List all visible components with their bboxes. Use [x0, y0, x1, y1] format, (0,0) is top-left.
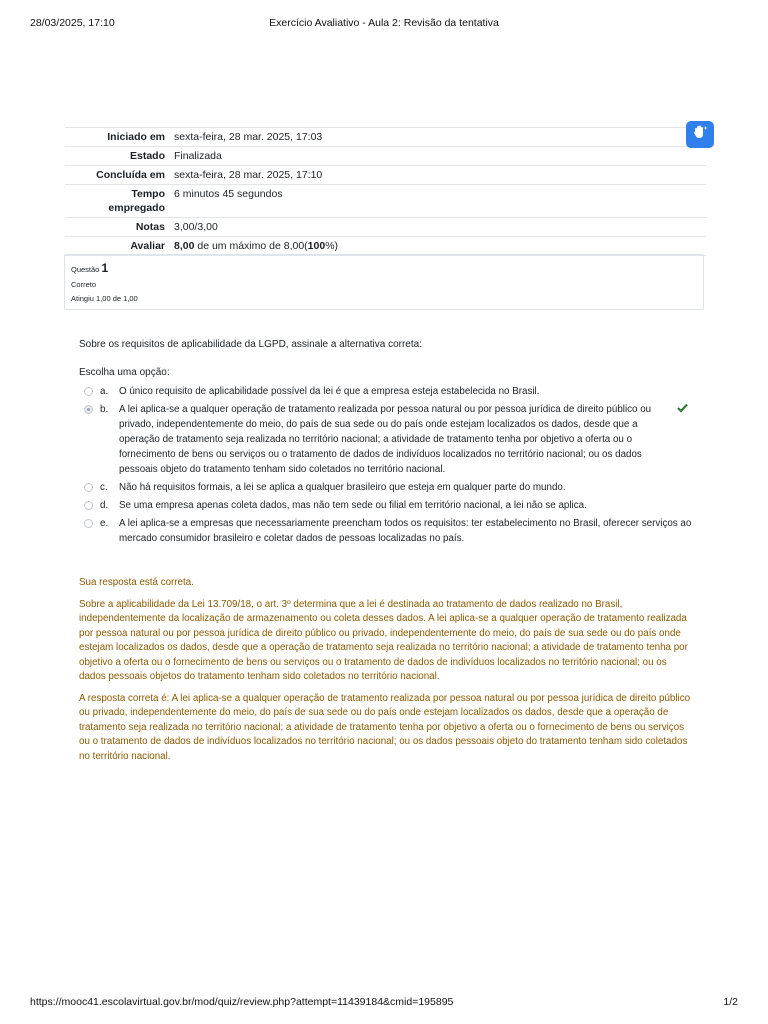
summary-row-state: [65, 147, 706, 166]
answer-option-d[interactable]: [84, 498, 694, 513]
answer-option-e[interactable]: [84, 516, 694, 546]
started-value: sexta-feira, 28 mar. 2025, 17:03: [174, 128, 706, 147]
radio-b-selected[interactable]: [84, 405, 93, 414]
correct-message: Sua resposta está correta.: [79, 577, 194, 588]
grade-end: %): [325, 240, 339, 252]
answer-text: O único requisito de aplicabilidade possível da lei é que a empresa esteja estabelecida no Brasil.: [119, 386, 540, 397]
marks-value: 3,00/3,00: [174, 218, 706, 237]
question-points: Atingiu 1,00 de 1,00: [71, 294, 138, 303]
answer-text: A lei aplica-se a empresas que necessariamente preencham todos os requisitos: ter estabelecimento no Brasil, oferecer serviços ao mercado consumidor brasileiro e coletar dados de pessoas localizadas no país.: [119, 518, 692, 544]
answer-letter: b.: [100, 404, 109, 415]
answer-options: [84, 384, 694, 549]
grade-mid: de um máximo de 8,00(: [194, 240, 308, 252]
question-label: Questão: [71, 265, 100, 274]
question-status: Correto: [71, 280, 97, 289]
time-label: [65, 185, 174, 218]
state-value: Finalizada: [174, 147, 706, 166]
question-number-value: 1: [101, 261, 109, 275]
grade-score: 8,00: [174, 240, 195, 252]
answer-option-b[interactable]: [84, 402, 694, 477]
print-datetime: 28/03/2025, 17:10: [30, 17, 115, 29]
answer-option-c[interactable]: [84, 480, 694, 495]
grade-percent: 100: [307, 240, 326, 252]
radio-d[interactable]: [84, 501, 93, 510]
started-label: Iniciado em: [65, 128, 174, 147]
general-feedback: Sobre a aplicabilidade da Lei 13.709/18, o art. 3º determina que a lei é destinada ao tratamento de dados realizado no Brasil, independentemente da localização de armazenamento ou coleta desses dados. A lei aplica-se a qualquer operação de tratamento realizada por pessoa natural ou por pessoa jurídica de direito público ou privado, independentemente do meio, do país de sua sede ou do país onde estejam localizados os dados, desde que a operação de tratamento seja realizada no território nacional; a atividade de tratamento tenha por objetivo a oferta ou o fornecimento de bens ou serviços ou o tratamento de dados de indivíduos localizados no território nacional; ou os dados pessoais objetos do tratamento tenham sido coletados no território nacional.: [79, 598, 688, 682]
summary-row-grade: [65, 237, 706, 256]
answer-letter: a.: [100, 386, 109, 397]
time-label-line2: empregado: [108, 202, 165, 214]
summary-row-marks: [65, 218, 706, 237]
choose-option-prompt: Escolha uma opção:: [79, 367, 170, 378]
question-text: Sobre os requisitos de aplicabilidade da LGPD, assinale a alternativa correta:: [79, 339, 422, 350]
grade-label: Avaliar: [65, 237, 174, 256]
answer-letter: e.: [100, 518, 109, 529]
answer-text: Se uma empresa apenas coleta dados, mas não tem sede ou filial em território nacional, a lei não se aplica.: [119, 500, 587, 511]
answer-letter: d.: [100, 500, 109, 511]
radio-c[interactable]: [84, 483, 93, 492]
question-number: [71, 261, 697, 275]
grade-value: [174, 237, 706, 256]
marks-label: Notas: [65, 218, 174, 237]
correct-check-icon: [677, 403, 688, 418]
right-answer: A resposta correta é: A lei aplica-se a qualquer operação de tratamento realizada por pessoa natural ou por pessoa jurídica de direito público ou privado, independentemente do meio, do país de sua sede ou do país onde estejam localizados os dados, desde que a operação de tratamento seja realizada no território nacional; a atividade de tratamento tenha por objetivo a oferta ou o fornecimento de bens ou serviços ou o tratamento de dados de indivíduos localizados no território nacional; ou os dados pessoais objeto do tratamento tenham sido coletados no território nacional.: [79, 692, 691, 762]
summary-row-time: [65, 185, 706, 218]
radio-a[interactable]: [84, 387, 93, 396]
answer-text: Não há requisitos formais, a lei se aplica a qualquer brasileiro que esteja em qualquer parte do mundo.: [119, 482, 566, 493]
page-url: https://mooc41.escolavirtual.gov.br/mod/quiz/review.php?attempt=11439184&cmid=195895: [30, 996, 454, 1008]
time-value: 6 minutos 45 segundos: [174, 185, 706, 218]
answer-text: A lei aplica-se a qualquer operação de tratamento realizada por pessoa natural ou por pessoa jurídica de direito público ou privado, independentemente do meio, do país de sua sede ou do país onde estejam localizados os dados, desde que a operação de tratamento seja realizada no território nacional; a atividade de tratamento tenha por objetivo a oferta ou o fornecimento de bens ou serviços ou o tratamento de dados de indivíduos localizados no território nacional; ou os dados pessoais objeto do tratamento tenham sido coletados no território nacional.: [119, 404, 652, 475]
print-title: Exercício Avaliativo - Aula 2: Revisão da tentativa: [269, 17, 499, 29]
completed-label: Concluída em: [65, 166, 174, 185]
state-label: Estado: [65, 147, 174, 166]
question-info-box: [64, 254, 704, 310]
page-number: 1/2: [723, 996, 738, 1008]
attempt-summary-table: [65, 127, 706, 256]
print-header: [0, 17, 768, 31]
summary-row-started: [65, 128, 706, 147]
completed-value: sexta-feira, 28 mar. 2025, 17:10: [174, 166, 706, 185]
ai-assistant-button[interactable]: [686, 121, 714, 148]
radio-e[interactable]: [84, 519, 93, 528]
summary-row-completed: [65, 166, 706, 185]
feedback-section: [79, 576, 691, 771]
answer-option-a[interactable]: [84, 384, 694, 399]
answer-letter: c.: [100, 482, 108, 493]
hand-sparkle-icon: [691, 123, 709, 146]
time-label-line1: Tempo: [131, 188, 165, 200]
